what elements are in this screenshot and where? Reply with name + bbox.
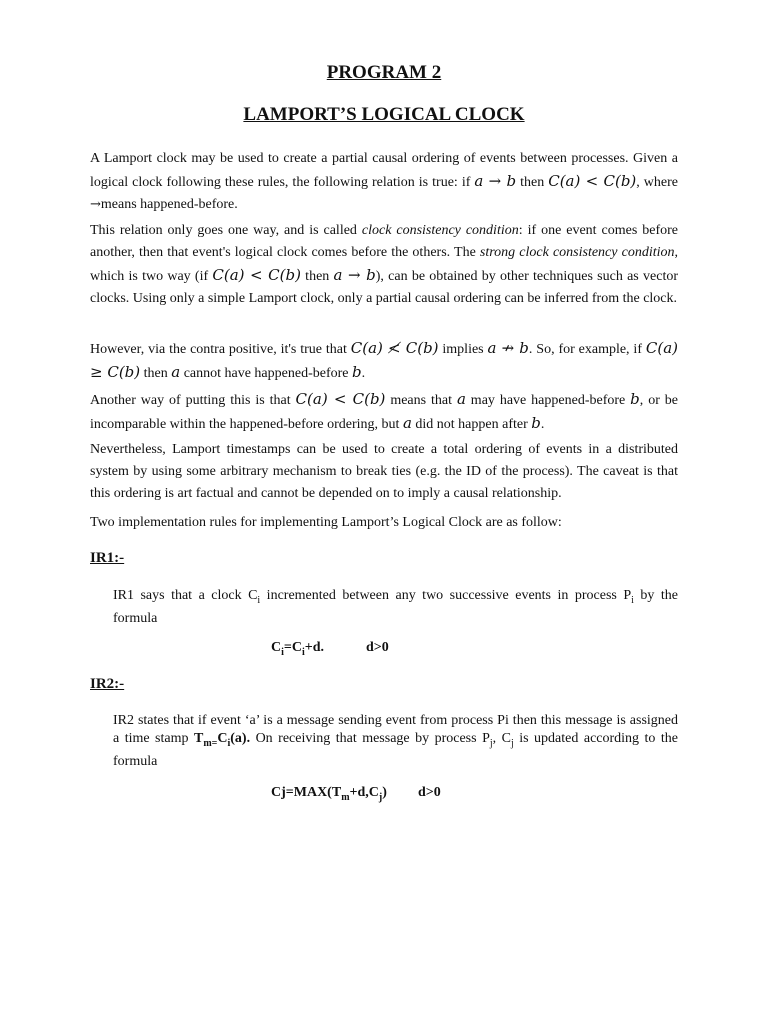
text: T <box>193 731 204 746</box>
text: means happened-before. <box>100 197 238 212</box>
subscript: i <box>227 737 231 749</box>
text: C <box>217 731 228 746</box>
text: , or be incomparable within the happened-before ordering, but <box>90 393 678 432</box>
paragraph-nevertheless: Nevertheless, Lamport timestamps can be used to create a total ordering of events in a distributed system by using some arbitrary mechanism to break ties (e.g. the ID of the process). The caveat is that this ordering is art factual and cannot be depended on to imply a causal relationship. <box>90 442 678 501</box>
ir1-heading: IR1:- <box>90 550 125 566</box>
math-expression: → <box>90 197 101 212</box>
ir2-formula <box>271 785 387 803</box>
math-expression: C(a) ≮ C(b) <box>350 339 439 357</box>
ir2-heading: IR2:- <box>90 676 125 692</box>
text: then <box>300 269 334 284</box>
document-heading: LAMPORT’S LOGICAL CLOCK <box>243 104 525 125</box>
math-expression: C(a) < C(b) <box>548 172 637 190</box>
text: means that <box>385 393 457 408</box>
subscript: j <box>378 791 383 803</box>
subscript: i <box>257 594 261 606</box>
math-expression: b <box>352 363 362 381</box>
text: A Lamport clock may be used to create a partial causal ordering of events between processes. Given a logical clock following these rules, the following relation is true: if <box>90 151 678 190</box>
paragraph-another-way <box>90 388 678 436</box>
text: did not happen after <box>411 417 532 432</box>
math-expression: b <box>531 414 541 432</box>
math-expression: C(a) ≥ C(b) <box>90 339 678 381</box>
ir1-formula-condition: d>0 <box>366 640 389 655</box>
paragraph-contrapositive <box>90 337 678 385</box>
text: This relation only goes one way, and is called <box>90 223 362 238</box>
text: ), can be obtained by other techniques such as vector clocks. Using only a simple Lamport clock, only a partial causal ordering can be inferred from the clock. <box>90 269 678 306</box>
text: IR1 says that a clock C <box>113 588 258 603</box>
text: Cj=MAX(T <box>271 785 342 800</box>
subscript: i <box>281 646 284 658</box>
text: (a). <box>230 731 251 746</box>
math-expression: C(a) < C(b) <box>212 266 301 284</box>
math-expression: a <box>402 414 412 432</box>
text: incremented between any two successive events in process P <box>260 588 632 603</box>
text: is updated according to the formula <box>113 731 678 769</box>
text: . So, for example, if <box>528 342 646 357</box>
text: then <box>140 366 172 381</box>
text: : if one event comes before another, then that event's logical clock comes before the others. The <box>90 223 678 260</box>
text: +d. <box>304 640 325 655</box>
text: On receiving that message by process P <box>250 731 490 746</box>
text: may have happened-before <box>465 393 631 408</box>
paragraph-implementation-rules: Two implementation rules for implementing Lamport’s Logical Clock are as follow: <box>90 515 562 530</box>
paragraph-intro <box>90 148 678 216</box>
text: Another way of putting this is that <box>90 393 296 408</box>
text: However, via the contra positive, it's true that <box>90 342 351 357</box>
subscript: m= <box>203 737 218 749</box>
subscript: i <box>631 594 634 606</box>
text: , where <box>636 175 678 190</box>
emphasis: clock consistency condition <box>361 223 519 238</box>
math-expression: a <box>171 363 181 381</box>
text: IR2 states that if event ‘a’ is a message sending event from process Pi then this message is assigned a time stamp <box>113 713 678 746</box>
text: +d,C <box>349 785 379 800</box>
math-expression: a → b <box>474 172 517 190</box>
ir2-formula-condition: d>0 <box>418 785 441 800</box>
text: cannot have happened-before <box>180 366 352 381</box>
math-expression: a ↛ b <box>487 339 529 357</box>
math-expression: C(a) < C(b) <box>295 390 386 408</box>
text: C <box>271 640 282 655</box>
math-expression: b <box>630 390 640 408</box>
text: then <box>516 175 549 190</box>
ir1-formula <box>271 640 324 658</box>
math-expression: a <box>456 390 466 408</box>
text: by the formula <box>113 588 678 626</box>
program-title: PROGRAM 2 <box>326 62 442 83</box>
text: . <box>540 417 545 432</box>
text: =C <box>283 640 302 655</box>
emphasis: strong clock consistency condition <box>479 245 675 260</box>
subscript: j <box>510 737 514 749</box>
subscript: m <box>341 791 350 803</box>
paragraph-consistency <box>90 220 678 310</box>
text: . <box>361 366 366 381</box>
text: , which is two way (if <box>90 245 678 284</box>
math-expression: a → b <box>333 266 376 284</box>
ir1-description <box>113 587 678 628</box>
subscript: j <box>489 737 493 749</box>
subscript: i <box>302 646 305 658</box>
text: implies <box>438 342 488 357</box>
text: , C <box>492 731 511 746</box>
text: ) <box>382 785 387 800</box>
timestamp-expression <box>193 731 251 749</box>
ir2-description <box>113 712 678 771</box>
